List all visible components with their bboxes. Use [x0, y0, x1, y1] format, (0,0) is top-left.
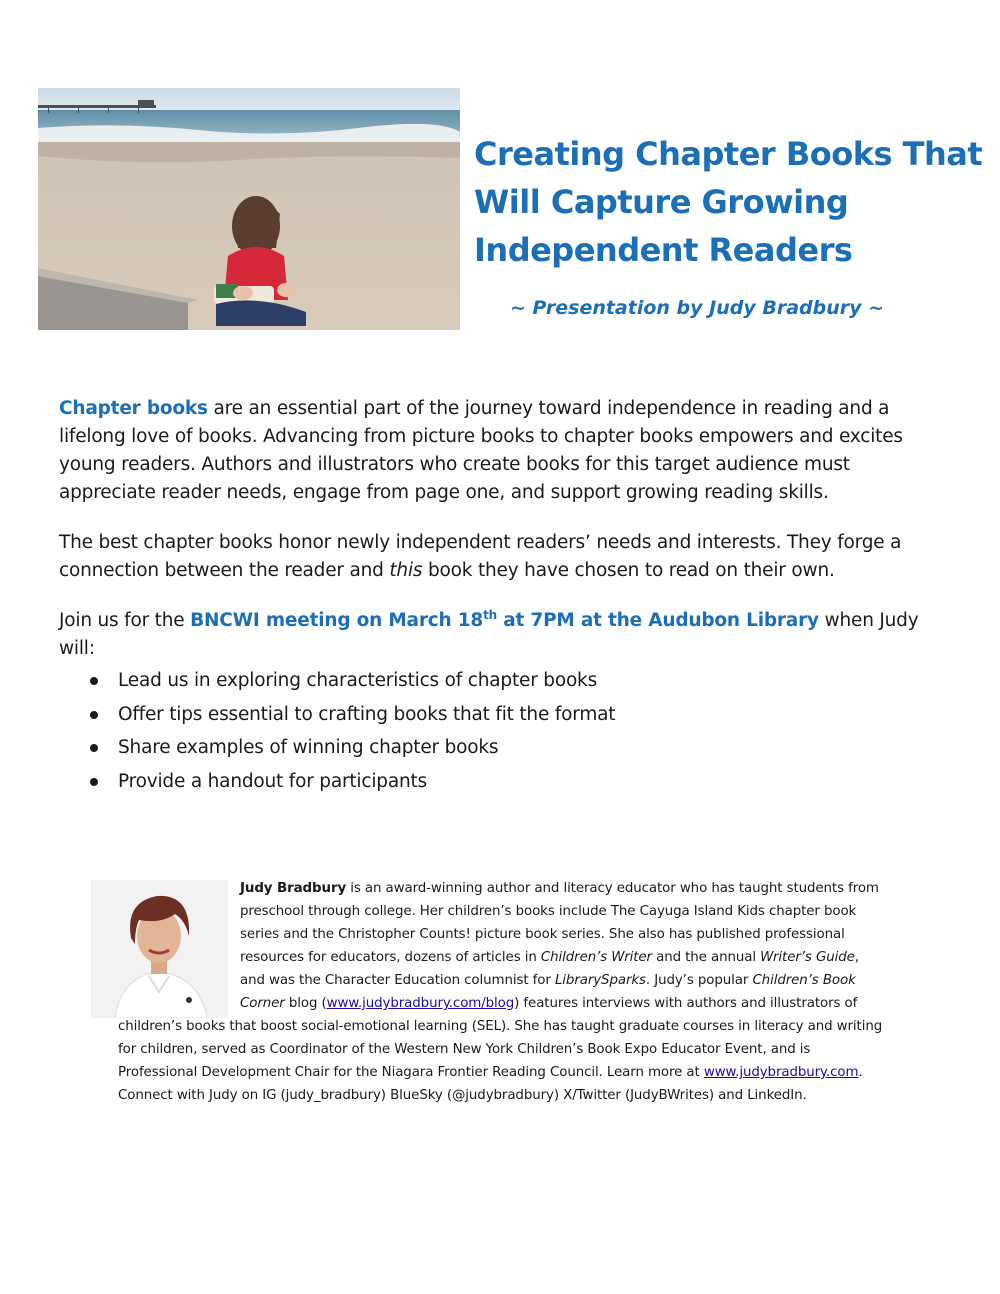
page-title: Creating Chapter Books That Will Capture Growing Independent Readers	[474, 135, 983, 269]
p3-text-b: when Judy will:	[59, 610, 919, 659]
bio-line: children’s books that boost social-emotional learning (SEL). She has taught graduate courses in literacy and writing	[118, 1019, 883, 1034]
bio-text: ) features interviews with authors and illustrators of	[514, 996, 858, 1011]
bullet-icon	[90, 711, 98, 719]
bio-text: Professional Development Chair for the Niagara Frontier Reading Council. Learn more at	[118, 1065, 704, 1080]
beach-reading-photo	[38, 88, 460, 330]
list-item	[88, 731, 615, 765]
bio-line	[118, 1061, 863, 1084]
bio-text: ,	[854, 950, 859, 965]
meeting-date-suffix: th	[483, 607, 497, 622]
bio-text: and the annual	[651, 950, 761, 965]
intro-paragraph	[59, 395, 939, 507]
bio-line: preschool through college. Her children’s books include The Cayuga Island Kids chapter book	[240, 904, 857, 919]
bio-text: . Judy’s popular	[645, 973, 753, 988]
bio-line	[240, 992, 857, 1015]
presenter-subtitle: ~ Presentation by Judy Bradbury ~	[510, 297, 885, 319]
bullet-icon	[90, 778, 98, 786]
bullet-icon	[90, 744, 98, 752]
lead-phrase: Chapter books	[59, 398, 208, 419]
p2-text-a: The best chapter books honor newly independent readers’ needs and interests. They forge a connection between the reader and	[59, 532, 902, 581]
bio-line	[240, 877, 879, 900]
blog-title: Children’s Book	[752, 973, 856, 988]
bio-text: is an award-winning author and literacy educator who has taught students from	[346, 881, 879, 896]
best-books-paragraph	[59, 529, 939, 585]
bio-line	[240, 969, 856, 992]
bio-text: and was the Character Education columnist for	[240, 973, 555, 988]
bio-name: Judy Bradbury	[240, 881, 347, 896]
website-link[interactable]: www.judybradbury.com	[703, 1065, 859, 1080]
bio-line: series and the Christopher Counts! picture book series. She also has published professional	[240, 927, 845, 942]
list-item	[88, 765, 615, 799]
bio-line: for children, served as Coordinator of the Western New York Children’s Book Expo Educator Event, and is	[118, 1042, 811, 1057]
meeting-paragraph	[59, 607, 939, 663]
publication-title: Writer’s Guide	[760, 950, 855, 965]
meeting-details-b: at 7PM at the Audubon Library	[496, 610, 819, 631]
p3-text-a: Join us for the	[59, 610, 191, 631]
list-item	[88, 698, 615, 732]
p2-emphasis: this	[389, 560, 423, 581]
agenda-list	[88, 664, 615, 798]
bio-text: .	[858, 1065, 863, 1080]
meeting-details-a: BNCWI meeting on March 18	[190, 610, 484, 631]
bio-text: resources for educators, dozens of articles in	[240, 950, 541, 965]
intro-text: are an essential part of the journey toward independence in reading and a lifelong love of books. Advancing from picture books to chapter books empowers and excites young readers. Authors and illustrators who create books for this target audience must appreciate reader needs, engage from page one, and support growing reading skills.	[59, 398, 903, 503]
bullet-icon	[90, 677, 98, 685]
publication-title: Children’s Writer	[540, 950, 652, 965]
blog-link[interactable]: www.judybradbury.com/blog	[326, 996, 515, 1011]
bio-line: Connect with Judy on IG (judy_bradbury) BlueSky (@judybradbury) X/Twitter (JudyBWrites) and LinkedIn.	[118, 1088, 807, 1103]
list-item-text: Lead us in exploring characteristics of chapter books	[118, 670, 598, 691]
bio-text: blog (	[284, 996, 327, 1011]
list-item-text: Offer tips essential to crafting books that fit the format	[118, 703, 616, 725]
list-item-text: Share examples of winning chapter books	[118, 737, 499, 758]
p2-text-b: book they have chosen to read on their own.	[422, 560, 835, 581]
list-item-text: Provide a handout for participants	[118, 770, 427, 792]
list-item	[88, 664, 615, 698]
author-portrait	[91, 880, 228, 1018]
bio-line	[240, 946, 859, 969]
blog-title: Corner	[240, 996, 285, 1011]
publication-title: LibrarySparks	[554, 973, 646, 988]
